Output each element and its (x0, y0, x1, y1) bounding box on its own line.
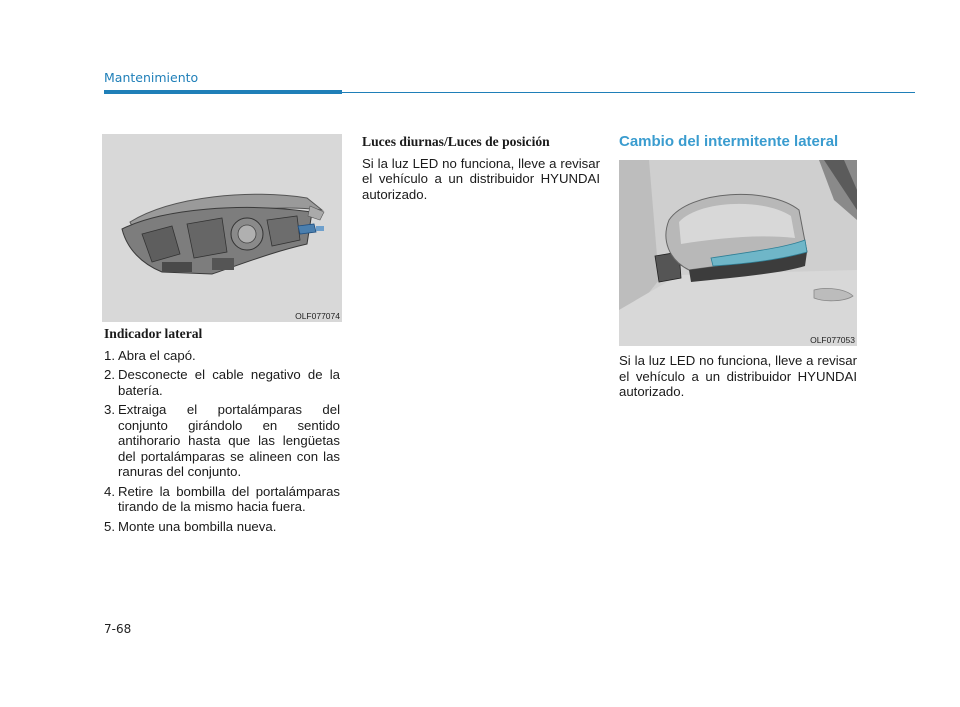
list-item: 1. Abra el capó. (104, 347, 196, 363)
subsection-heading: Luces diurnas/Luces de posición (362, 134, 550, 149)
mirror-figure (619, 160, 857, 346)
list-item: 2. Desconecte el cable negativo de la batería. (104, 367, 340, 398)
subsection-heading: Indicador lateral (104, 326, 203, 341)
list-item: 3. Extraiga el portalámparas del conjunto girándolo en sentido antihorario hasta que las lengüetas del portalámparas se alineen con las ranuras del conjunto. (104, 402, 340, 479)
figure-code: OLF077053 (810, 335, 855, 345)
list-item: 5. Monte una bombilla nueva. (104, 518, 277, 534)
headlamp-figure (102, 134, 342, 322)
mirror-illustration (619, 160, 857, 346)
list-item: 4. Retire la bombilla del portalámparas tirando de la mismo hacia fuera. (104, 483, 340, 514)
steps-list (104, 348, 340, 535)
column-luces-diurnas (362, 134, 600, 202)
section-header: Mantenimiento (104, 70, 199, 85)
page-number: 7-68 (104, 622, 132, 636)
column-indicador-lateral (104, 326, 340, 538)
section-heading: Cambio del intermitente lateral (619, 133, 839, 150)
header-rule-thin (342, 92, 915, 93)
headlamp-illustration (102, 134, 342, 322)
figure-code: OLF077074 (295, 311, 340, 321)
body-paragraph: Si la luz LED no funciona, lleve a revisar el vehículo a un distribuidor HYUNDAI autorizado. (619, 353, 857, 399)
header-rule-thick (104, 90, 342, 94)
body-paragraph: Si la luz LED no funciona, lleve a revisar el vehículo a un distribuidor HYUNDAI autorizado. (362, 155, 600, 202)
